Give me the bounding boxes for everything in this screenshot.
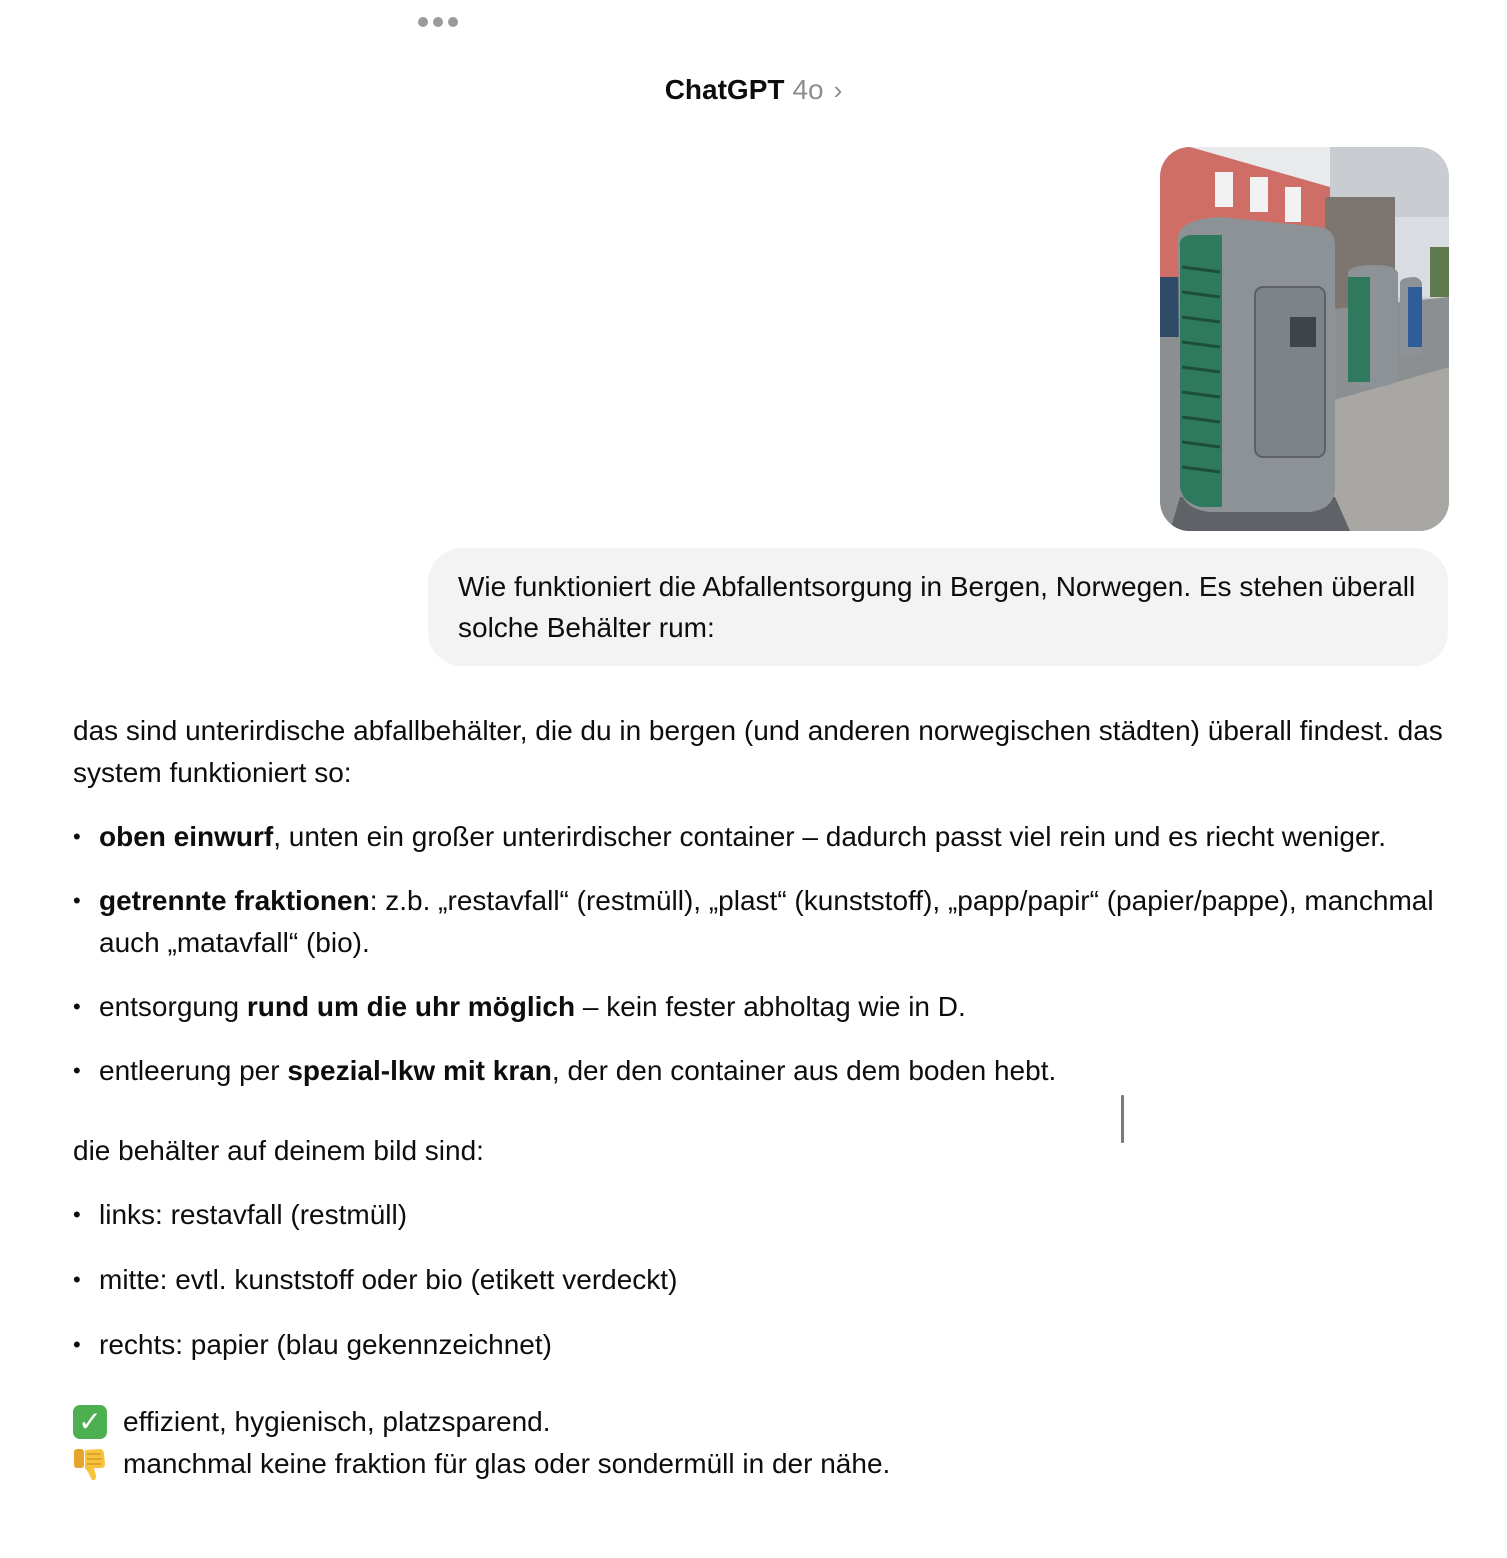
assistant-response (73, 710, 1453, 1485)
chevron-right-icon: › (833, 75, 843, 105)
point-text: – kein fester abholtag wie in D. (575, 991, 966, 1022)
point-text: entleerung per (99, 1055, 288, 1086)
system-points-list (73, 816, 1453, 1092)
dot (448, 17, 458, 27)
list-item: • rechts: papier (blau gekennzeichnet) (73, 1324, 1453, 1366)
bins-intro: die behälter auf deinem bild sind: (73, 1135, 484, 1166)
attached-photo[interactable] (1160, 147, 1449, 531)
point-bold: getrennte fraktionen (99, 885, 370, 916)
user-message-bubble (428, 548, 1448, 666)
list-item: • links: restavfall (restmüll) (73, 1194, 1453, 1236)
text-cursor (1121, 1095, 1124, 1143)
app-title: ChatGPT (664, 74, 785, 105)
point-text: , unten ein großer unterirdischer container – dadurch passt viel rein und es riecht weniger. (273, 821, 1387, 852)
user-message-text: Wie funktioniert die Abfallentsorgung in Bergen, Norwegen. Es stehen überall solche Behälter rum: (458, 571, 1416, 643)
pro-row (73, 1401, 1453, 1443)
model-selector[interactable] (0, 74, 1507, 106)
pro-text: effizient, hygienisch, platzsparend. (123, 1406, 551, 1437)
point-text: entsorgung (99, 991, 247, 1022)
thumbs-down-icon (73, 1446, 107, 1482)
point-bold: rund um die uhr möglich (246, 991, 576, 1022)
point-bold: oben einwurf (99, 821, 274, 852)
list-item (73, 1050, 1453, 1092)
list-item (73, 816, 1453, 858)
point-text: , der den container aus dem boden hebt. (551, 1055, 1057, 1086)
con-text: manchmal keine fraktion für glas oder sondermüll in der nähe. (123, 1448, 891, 1479)
list-item (73, 880, 1453, 964)
more-options-icon[interactable] (418, 17, 458, 27)
model-name: 4o (792, 74, 824, 105)
point-bold: spezial-lkw mit kran (287, 1055, 552, 1086)
response-intro: das sind unterirdische abfallbehälter, die du in bergen (und anderen norwegischen städten) überall findest. das system funktioniert so: (73, 715, 1443, 788)
list-item: • mitte: evtl. kunststoff oder bio (etikett verdeckt) (73, 1259, 1453, 1301)
list-item (73, 986, 1453, 1028)
check-mark-icon: ✓ (73, 1405, 107, 1439)
point-text: : z.b. „restavfall“ (restmüll), „plast“ (kunststoff), „papp/papir“ (papier/pappe), manchmal auch „matavfall“ (bio). (99, 885, 1434, 958)
con-row (73, 1443, 1453, 1485)
dot (433, 17, 443, 27)
dot (418, 17, 428, 27)
bins-list (73, 1194, 1453, 1366)
summary (73, 1401, 1453, 1485)
